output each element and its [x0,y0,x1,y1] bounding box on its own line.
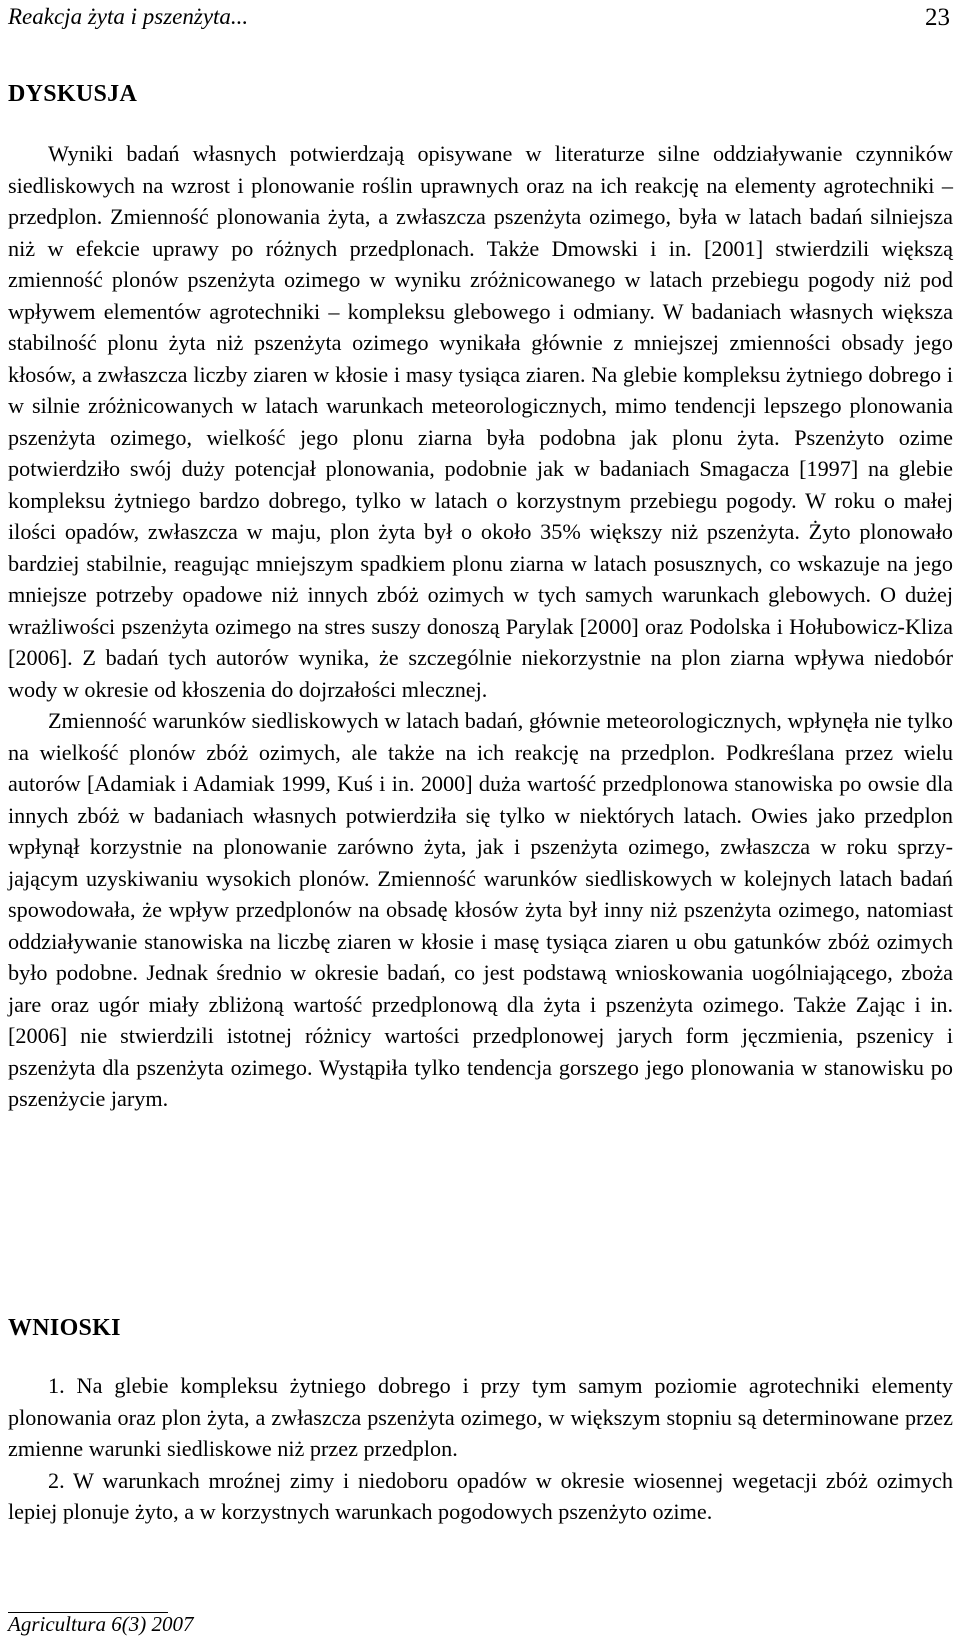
footer-journal: Agricultura 6(3) 2007 [8,1612,194,1636]
conclusions-list [8,1370,953,1528]
discussion-paragraph: Zmienność warunków siedliskowych w latach badań, głównie meteorologicznych, wpłynęła nie tylko na wielkość plonów zbóż ozimych, ale także na ich reakcję na przedplon. Podkreślana przez wielu autorów [Adamiak i Adamiak 1999, Kuś i in. 2000] duża wartość przedplonowa stanowiska po owsie dla innych zbóż w badaniach własnych potwierdziła się tylko w niektórych latach. Owies jako przedplon wpłynął korzystnie na plonowanie zarówno żyta, jak i pszenżyta ozimego, zwłaszcza w roku sprzyjającym uzyskiwaniu wysokich plonów. Zmienność warunków siedliskowych w kolejnych latach badań spowodowała, że wpływ przedplonów na obsadę kłosów żyta był inny niż pszenżyta ozimego, natomiast oddziaływanie stanowiska na liczbę ziaren w kłosie i masę tysiąca ziaren u obu gatunków zbóż ozimych było podobne. Jednak średnio w okresie badań, co jest podstawą wnioskowania uogólniającego, zboża jare oraz ugór miały zbliżoną wartość przedplonową dla żyta i pszenżyta ozimego. Także Zając i in. [2006] nie stwierdzili istotnej różnicy wartości przedplonowej jarych form jęczmienia, pszenicy i pszenżyta dla pszenżyta ozimego. Wystąpiła tylko tendencja gorszego jego plonowania w stanowisku po pszenżycie jarym. [8,708,953,1111]
conclusion-item: 1. Na glebie kompleksu żytniego dobrego i przy tym samym poziomie agrotechniki elementy plonowania oraz plon żyta, a zwłaszcza pszenżyta ozimego, w większym stopniu są determinowane przez zmienne warunki siedliskowe niż przez przedplon. [8,1373,953,1461]
discussion-heading: DYSKUSJA [8,81,138,107]
running-head-title: Reakcja żyta i pszenżyta... [8,4,249,29]
discussion-body [8,138,953,1115]
discussion-paragraph: Wyniki badań własnych potwierdzają opisywane w literaturze silne oddziaływanie czynników siedliskowych na wzrost i plonowanie roślin uprawnych oraz na ich reakcję na elementy agrotechniki – przedplon. Zmienność plonowania żyta, a zwłaszcza pszenżyta ozimego, była w latach badań silniejsza niż w efekcie uprawy po różnych przedplonach. Także Dmowski i in. [2001] stwierdzili większą zmienność plonów pszenżyta ozimego w wyniku zróżnicowanego w latach przebiegu pogody niż pod wpływem elementów agrotechniki – kompleksu glebowego i odmiany. W badaniach własnych większa stabilność plonu żyta niż pszenżyta ozimego wynikała głównie z mniejszej zmienności obsady jego kłosów, a zwłaszcza liczby ziaren w kłosie i masy tysiąca ziaren. Na glebie kompleksu żytniego dobrego i w silnie zróżnicowanych w latach warunkach meteorologicznych, mimo tendencji lepszego plonowania pszenżyta ozimego, wielkość jego plonu ziarna była podobna jak plonu żyta. Pszenżyto ozime potwierdziło swój duży potencjał plonowania, podobnie jak w badaniach Smagacza [1997] na glebie kompleksu żytniego bardzo dobrego, tylko w latach o korzystnym przebiegu pogody. W roku o małej ilości opadów, zwłaszcza w maju, plon żyta był o około 35% większy niż pszenżyta. Żyto plonowało bardziej stabilnie, reagując mniejszym spadkiem plonu ziarna w latach posusznych, co wskazuje na jego mniejsze potrzeby opadowe niż innych zbóż ozimych w tych samych warunkach glebowych. O dużej wrażliwości pszenżyta ozimego na stres suszy donoszą Parylak [2000] oraz Podolska i Hołubowicz-Kliza [2006]. Z badań tych autorów wynika, że szczególnie niekorzystnie na plon ziarna wpływa niedobór wody w okresie od kłoszenia do dojrzałości mlecznej. [8,141,953,702]
conclusions-heading: WNIOSKI [8,1315,121,1341]
page-number: 23 [925,4,950,31]
conclusion-item: 2. W warunkach mroźnej zimy i niedoboru opadów w okresie wiosennej wegetacji zbóż ozimych lepiej plonuje żyto, a w korzystnych warunkach pogodowych pszenżyto ozime. [8,1467,953,1524]
document-page [8,0,952,1643]
running-head [8,4,952,36]
